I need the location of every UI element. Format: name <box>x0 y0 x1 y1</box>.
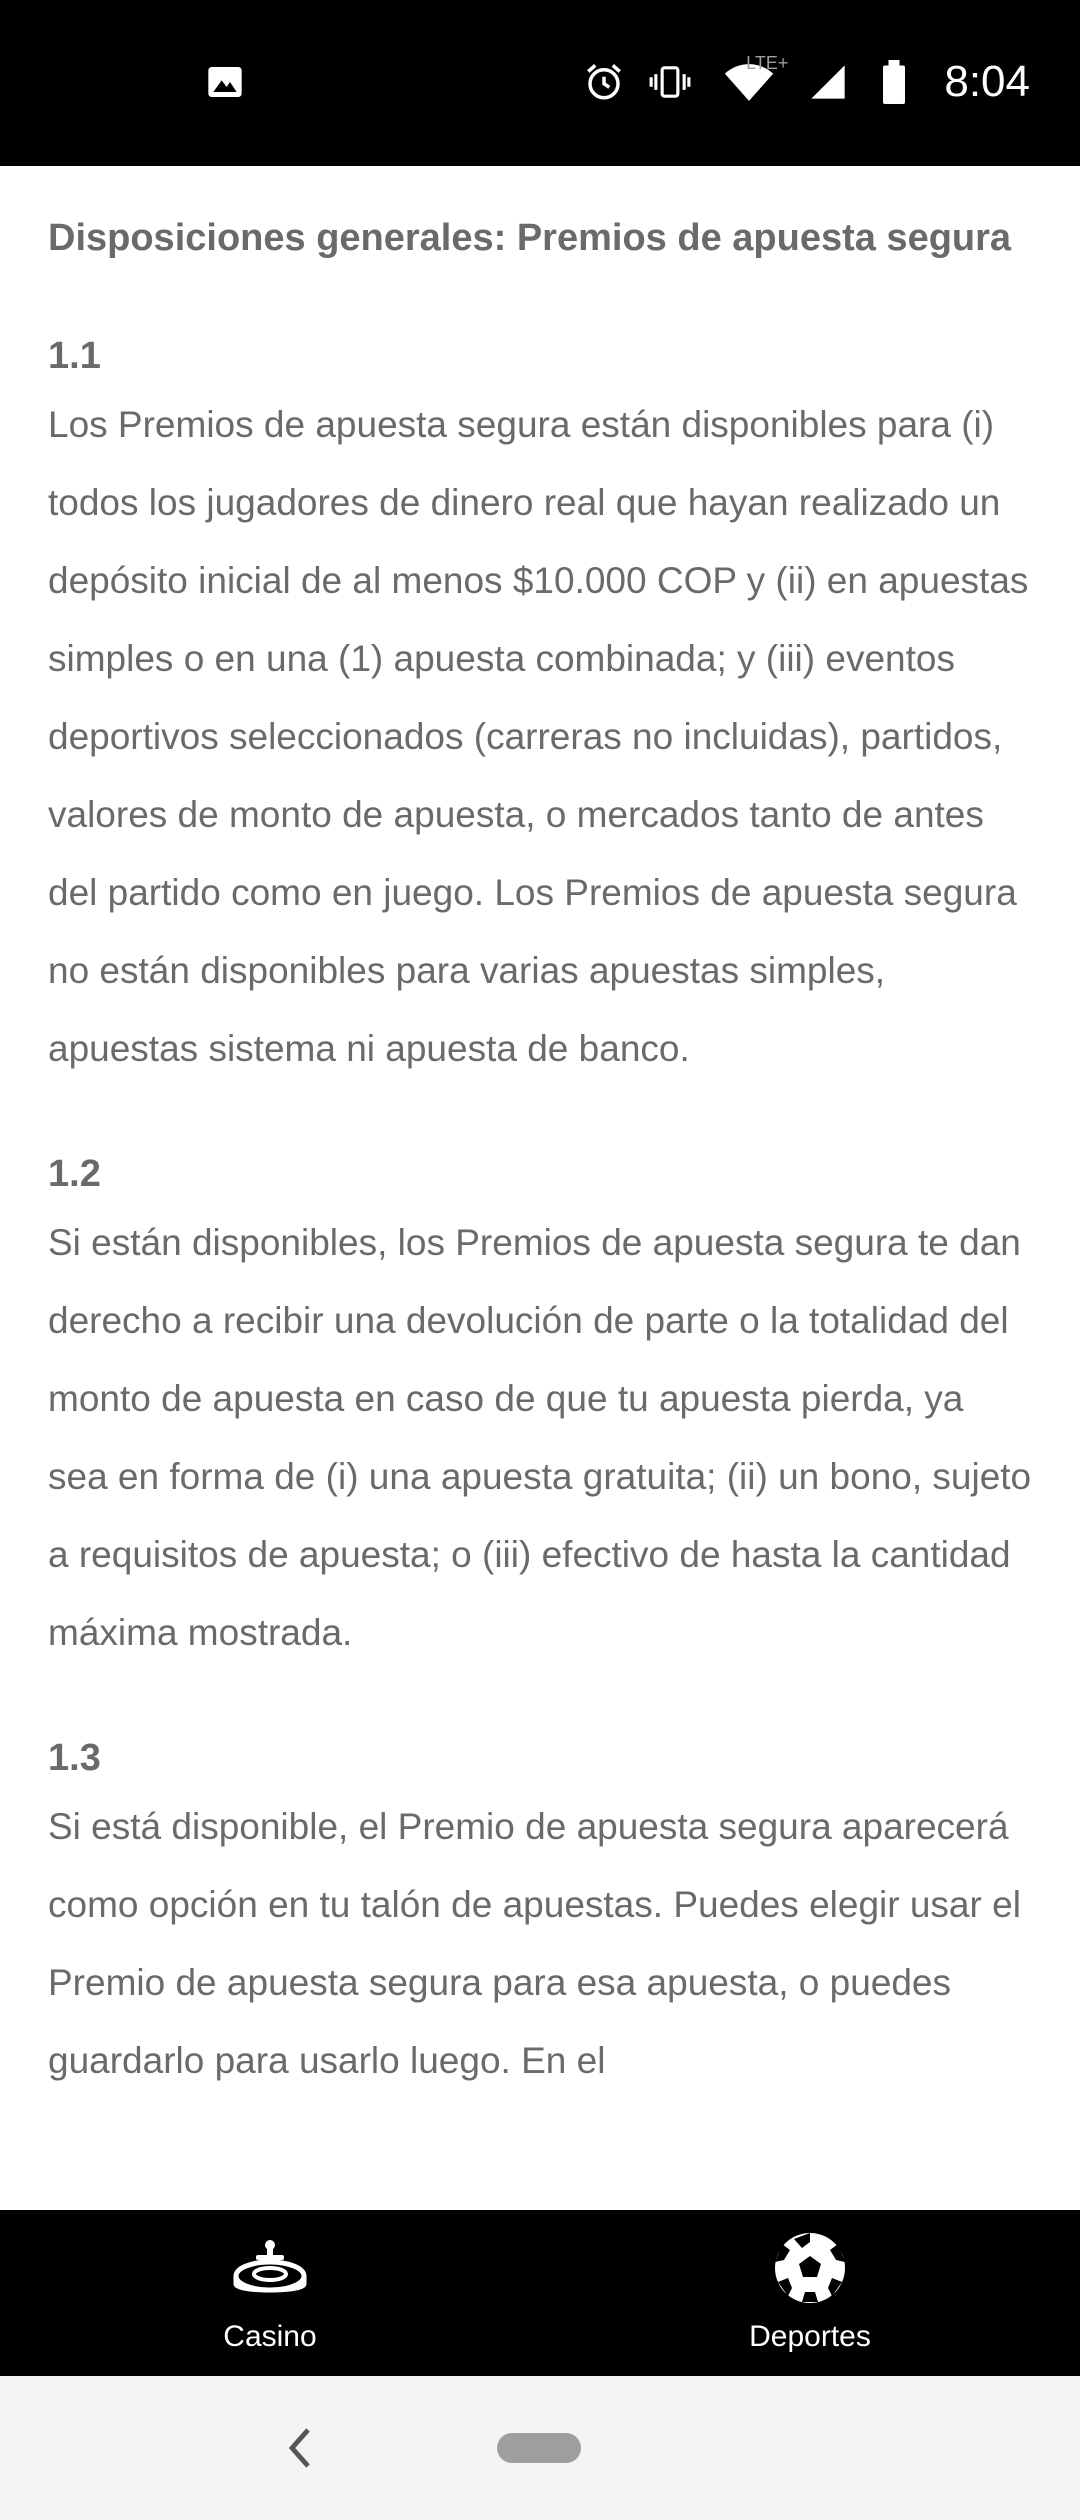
page-title: Disposiciones generales: Premios de apuesta segura <box>48 217 1012 259</box>
section-number: 1.3 <box>48 1737 101 1779</box>
section-1-2 <box>48 1144 1032 1672</box>
vibrate-icon <box>648 60 692 104</box>
section-number: 1.2 <box>48 1153 101 1195</box>
home-pill[interactable] <box>497 2433 581 2463</box>
section-text: Si están disponibles, los Premios de apuesta segura te dan derecho a recibir una devolución de parte o la totalidad del monto de apuesta en caso de que tu apuesta pierda, ya sea en forma de (i) una apuesta gratuita; (ii) un bono, sujeto a requisitos de apuesta; o (iii) efectivo de hasta la cantidad máxima mostrada. <box>48 1222 1032 1653</box>
network-type-label: LTE+ <box>746 53 789 73</box>
image-icon <box>205 62 245 102</box>
clock: 8:04 <box>944 57 1030 106</box>
wifi-icon <box>714 53 789 107</box>
signal-icon <box>806 60 850 104</box>
tab-deportes-label: Deportes <box>749 2320 871 2353</box>
status-icons <box>582 52 1030 112</box>
soccer-ball-icon <box>772 2230 848 2306</box>
battery-icon <box>872 60 916 104</box>
section-text: Los Premios de apuesta segura están disponibles para (i) todos los jugadores de dinero real que hayan realizado un depósito inicial de al menos $10.000 COP y (ii) en apuestas simples o en una (1) apuesta combinada; y (iii) eventos deportivos seleccionados (carreras no incluidas), partidos, valores de monto de apuesta, o mercados tanto de antes del partido como en juego. Los Premios de apuesta segura no están disponibles para varias apuestas simples, apuestas sistema ni apuesta de banco. <box>48 404 1029 1069</box>
terms-content[interactable] <box>0 166 1080 2210</box>
tab-deportes[interactable] <box>540 2210 1080 2376</box>
section-number: 1.1 <box>48 335 101 377</box>
status-bar <box>0 0 1080 166</box>
alarm-icon <box>582 60 626 104</box>
section-1-1 <box>48 326 1032 1088</box>
tab-casino[interactable] <box>0 2210 540 2376</box>
system-navigation-bar <box>0 2376 1080 2520</box>
roulette-icon <box>232 2230 308 2306</box>
section-1-3 <box>48 1728 1032 2100</box>
section-text: Si está disponible, el Premio de apuesta segura aparecerá como opción en tu talón de apuestas. Puedes elegir usar el Premio de apuesta segura para esa apuesta, o puedes guardarlo para usarlo luego. En el <box>48 1806 1021 2081</box>
back-icon[interactable] <box>280 2420 320 2476</box>
bottom-nav <box>0 2210 1080 2376</box>
tab-casino-label: Casino <box>223 2320 317 2353</box>
